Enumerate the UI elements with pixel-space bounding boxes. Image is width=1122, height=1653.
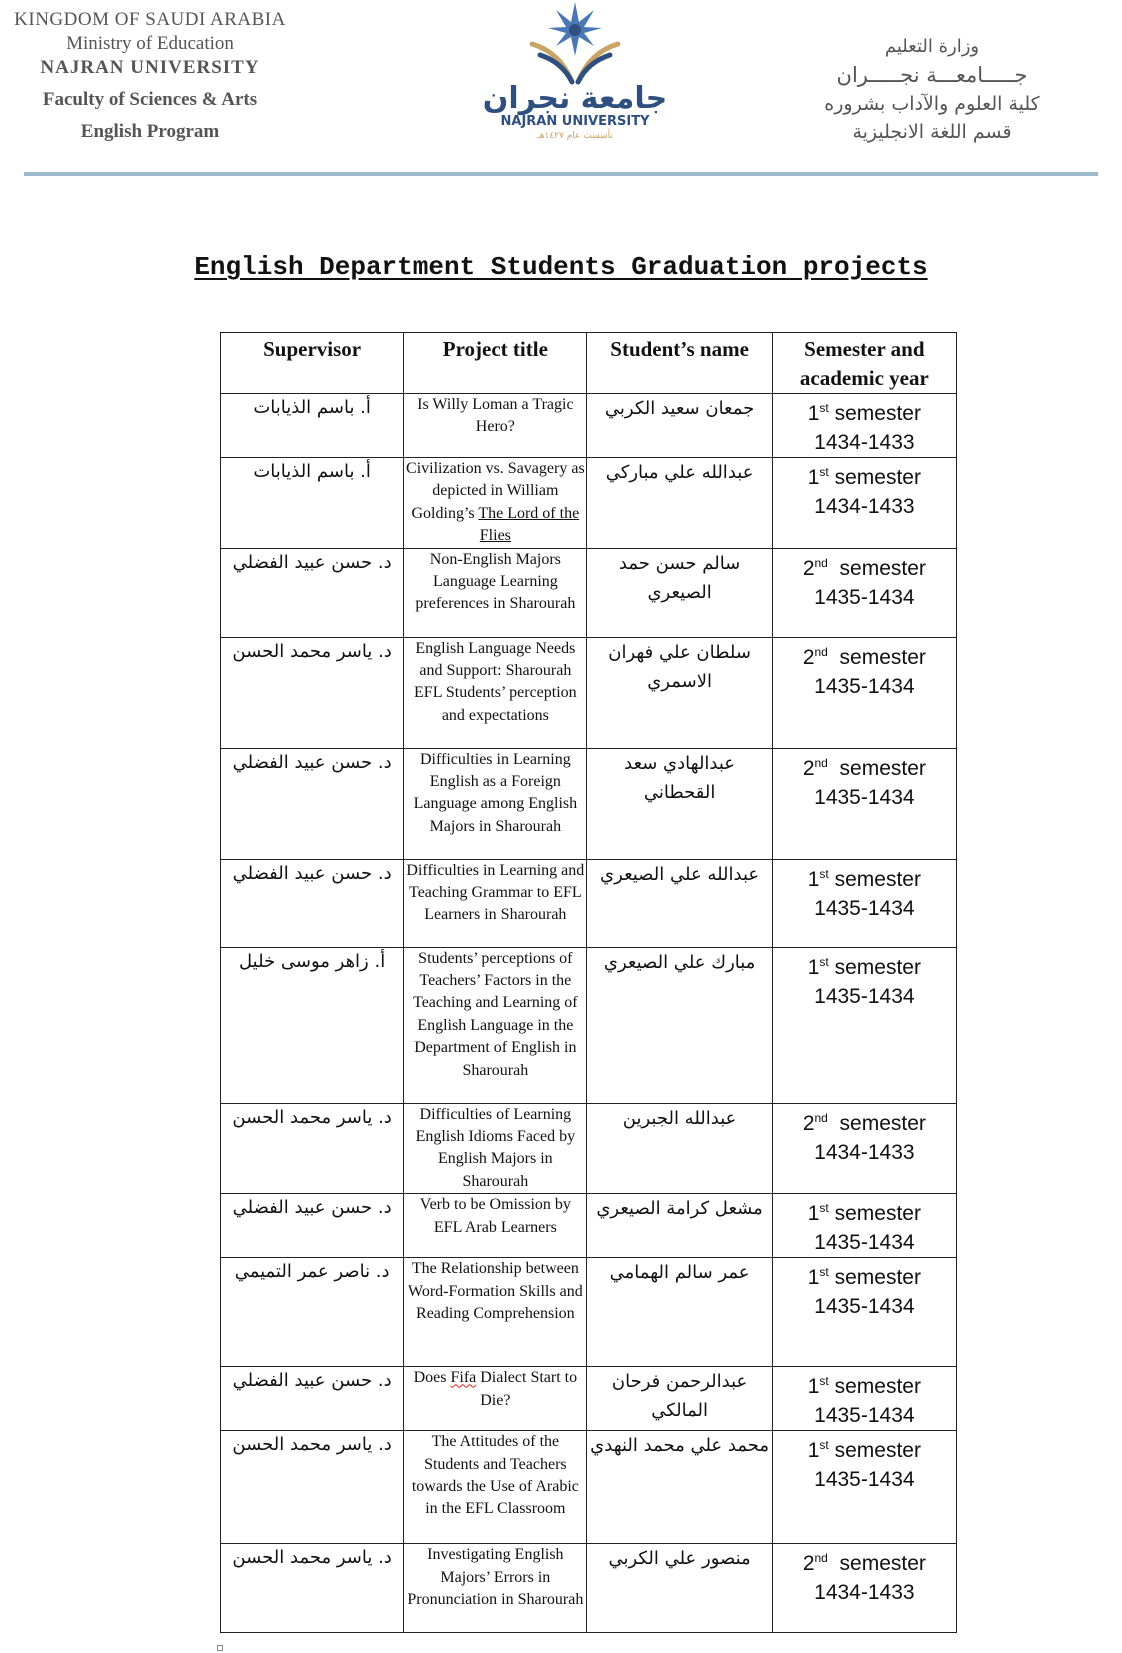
projects-table xyxy=(220,332,957,1633)
supervisor-cell: أ. باسم الذيابات xyxy=(221,458,404,549)
project-title-cell: Students’ perceptions of Teachers’ Factors in the Teaching and Learning of English Language in the Department of English in Sharourah xyxy=(404,947,587,1103)
table-row xyxy=(221,1367,957,1431)
logo-arabic-name: جامعة نجران xyxy=(482,81,668,116)
semester-cell: 1st semester 1435-1434 xyxy=(772,859,956,947)
semester-cell: 1st semester 1435-1434 xyxy=(772,1367,956,1431)
header-right-block xyxy=(802,34,1062,146)
table-row xyxy=(221,748,957,859)
header-student-name: Student’s name xyxy=(587,333,772,394)
logo-graphic xyxy=(480,0,670,140)
student-name-cell: سلطان علي فهران الاسمري xyxy=(587,637,772,748)
project-title-cell: Difficulties of Learning English Idioms Faced by English Majors in Sharourah xyxy=(404,1103,587,1194)
header-semester: Semester and academic year xyxy=(772,333,956,394)
ministry-label: Ministry of Education xyxy=(66,33,234,54)
student-name-cell: عبدالله علي مباركي xyxy=(587,458,772,549)
student-name-cell: عمر سالم الهمامي xyxy=(587,1258,772,1367)
table-row xyxy=(221,1431,957,1544)
faculty-label: Faculty of Sciences & Arts xyxy=(42,89,258,110)
student-name-cell: محمد علي محمد النهدي xyxy=(587,1431,772,1544)
department-arabic: قسم اللغة الانجليزية xyxy=(852,121,1012,143)
supervisor-cell: د. ياسر محمد الحسن xyxy=(221,1544,404,1633)
project-title-cell: Non-English Majors Language Learning preferences in Sharourah xyxy=(404,548,587,637)
student-name-cell: عبدالهادي سعد القحطاني xyxy=(587,748,772,859)
kingdom-label: KINGDOM OF SAUDI ARABIA xyxy=(14,9,286,30)
semester-cell: 1st semester 1435-1434 xyxy=(772,1431,956,1544)
supervisor-cell: د. ياسر محمد الحسن xyxy=(221,1431,404,1544)
semester-cell: 2nd semester 1434-1433 xyxy=(772,1544,956,1633)
faculty-arabic: كلية العلوم والآداب بشروره xyxy=(824,93,1040,115)
project-title-cell: The Attitudes of the Students and Teachers towards the Use of Arabic in the EFL Classroom xyxy=(404,1431,587,1544)
semester-cell: 1st semester 1435-1434 xyxy=(772,947,956,1103)
project-title-cell: Is Willy Loman a Tragic Hero? xyxy=(404,394,587,458)
semester-cell: 2nd semester 1435-1434 xyxy=(772,548,956,637)
table-row xyxy=(221,1544,957,1633)
project-title-cell: Difficulties in Learning English as a Foreign Language among English Majors in Sharourah xyxy=(404,748,587,859)
table-row xyxy=(221,458,957,549)
table-row xyxy=(221,1194,957,1258)
student-name-cell: سالم حسن حمد الصيعري xyxy=(587,548,772,637)
paragraph-mark xyxy=(217,1645,223,1651)
supervisor-cell: د. حسن عبيد الفضلي xyxy=(221,548,404,637)
table-row xyxy=(221,1103,957,1194)
header-left-block xyxy=(0,8,300,144)
university-arabic: جـــــامعـــة نجـــــران xyxy=(836,63,1028,87)
table-row xyxy=(221,859,957,947)
project-title-cell: Civilization vs. Savagery as depicted in William Golding’s The Lord of the Flies xyxy=(404,458,587,549)
supervisor-cell: د. حسن عبيد الفضلي xyxy=(221,859,404,947)
supervisor-cell: د. حسن عبيد الفضلي xyxy=(221,748,404,859)
project-title-cell: Investigating English Majors’ Errors in Pronunciation in Sharourah xyxy=(404,1544,587,1633)
project-title-cell: Difficulties in Learning and Teaching Grammar to EFL Learners in Sharourah xyxy=(404,859,587,947)
student-name-cell: عبدالله الجبرين xyxy=(587,1103,772,1194)
star-icon xyxy=(548,2,602,56)
table-row xyxy=(221,548,957,637)
semester-cell: 2nd semester 1435-1434 xyxy=(772,637,956,748)
semester-cell: 1st semester 1434-1433 xyxy=(772,394,956,458)
semester-cell: 1st semester 1435-1434 xyxy=(772,1194,956,1258)
supervisor-cell: د. ياسر محمد الحسن xyxy=(221,637,404,748)
supervisor-cell: د. ياسر محمد الحسن xyxy=(221,1103,404,1194)
table-row xyxy=(221,1258,957,1367)
project-title-cell: English Language Needs and Support: Sharourah EFL Students’ perception and expectations xyxy=(404,637,587,748)
header-supervisor: Supervisor xyxy=(221,333,404,394)
header-divider xyxy=(24,172,1098,176)
project-title-cell: Does Fifa Dialect Start to Die? xyxy=(404,1367,587,1431)
program-label: English Program xyxy=(80,121,220,142)
logo-tagline: تأسست عام ١٤٢٧هـ xyxy=(537,131,613,140)
supervisor-cell: د. حسن عبيد الفضلي xyxy=(221,1194,404,1258)
supervisor-cell: د. حسن عبيد الفضلي xyxy=(221,1367,404,1431)
header-project-title: Project title xyxy=(404,333,587,394)
table-row xyxy=(221,637,957,748)
student-name-cell: مشعل كرامة الصيعري xyxy=(587,1194,772,1258)
student-name-cell: منصور علي الكربي xyxy=(587,1544,772,1633)
university-label: NAJRAN UNIVERSITY xyxy=(40,57,260,78)
ministry-arabic: وزارة التعليم xyxy=(884,36,980,57)
semester-cell: 1st semester 1434-1433 xyxy=(772,458,956,549)
supervisor-cell: أ. باسم الذيابات xyxy=(221,394,404,458)
supervisor-cell: أ. زاهر موسى خليل xyxy=(221,947,404,1103)
page-title: English Department Students Graduation projects xyxy=(194,252,928,282)
university-logo xyxy=(480,0,670,140)
project-title-cell: The Relationship between Word-Formation Skills and Reading Comprehension xyxy=(404,1258,587,1367)
project-title-cell: Verb to be Omission by EFL Arab Learners xyxy=(404,1194,587,1258)
student-name-cell: جمعان سعيد الكربي xyxy=(587,394,772,458)
supervisor-cell: د. ناصر عمر التميمي xyxy=(221,1258,404,1367)
semester-cell: 2nd semester 1434-1433 xyxy=(772,1103,956,1194)
table-header-row xyxy=(221,333,957,394)
student-name-cell: عبدالرحمن فرحان المالكي xyxy=(587,1367,772,1431)
semester-cell: 2nd semester 1435-1434 xyxy=(772,748,956,859)
student-name-cell: عبدالله علي الصيعري xyxy=(587,859,772,947)
table-row xyxy=(221,947,957,1103)
table-row xyxy=(221,394,957,458)
semester-cell: 1st semester 1435-1434 xyxy=(772,1258,956,1367)
student-name-cell: مبارك علي الصيعري xyxy=(587,947,772,1103)
logo-english-name: NAJRAN UNIVERSITY xyxy=(500,114,650,129)
